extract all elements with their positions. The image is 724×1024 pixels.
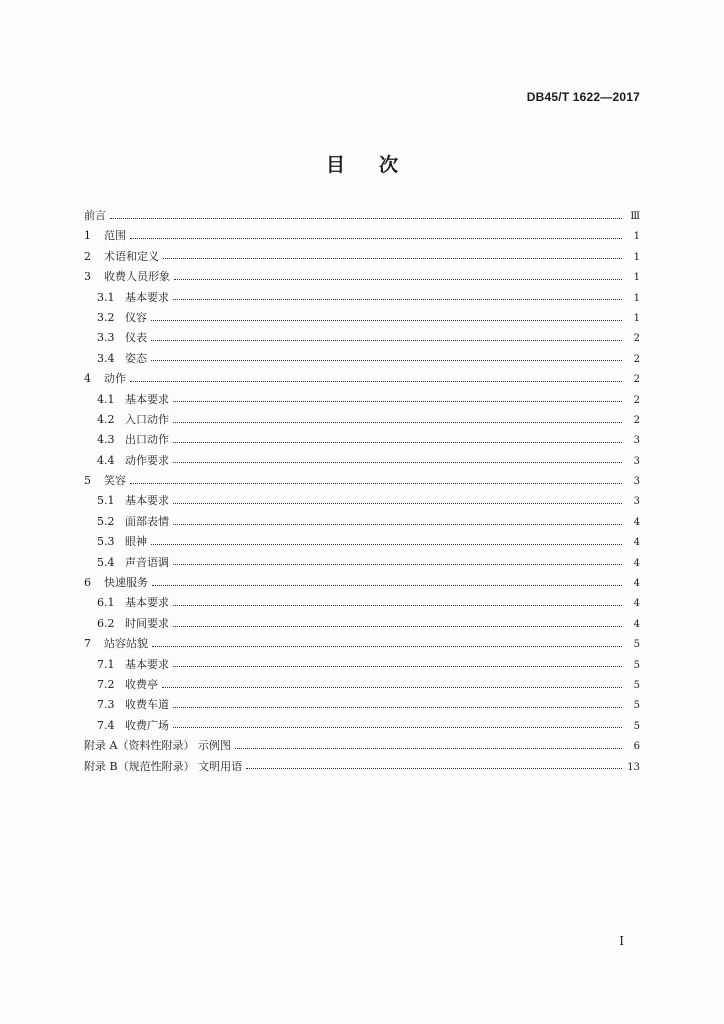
toc-entry[interactable] — [84, 491, 640, 511]
toc-entry-page: 1 — [633, 231, 640, 243]
toc-entry-page: 2 — [633, 394, 640, 406]
toc-entry-number: 5 — [84, 474, 91, 488]
toc-entry-label: 站容站貌 — [104, 637, 148, 651]
toc-entry-number: 5.4 — [97, 555, 115, 569]
toc-entry[interactable] — [84, 532, 640, 552]
page-number: I — [619, 934, 624, 948]
toc-entry-label: 范围 — [104, 229, 126, 243]
toc-entry-number: 4.3 — [97, 433, 115, 447]
toc-entry-page: 5 — [633, 700, 640, 712]
dot-leader — [152, 645, 622, 647]
toc-entry-label: 仪表 — [125, 331, 147, 345]
toc-entry-label: 仪容 — [125, 310, 147, 324]
toc-entry-page: 4 — [633, 516, 640, 528]
dot-leader — [173, 604, 622, 606]
dot-leader — [162, 686, 622, 688]
toc-entry[interactable] — [84, 206, 640, 226]
toc-entry[interactable] — [84, 593, 640, 613]
toc-entry-number: 5.2 — [97, 514, 115, 528]
toc-entry-label: 笑容 — [104, 474, 126, 488]
toc-entry-page: 2 — [633, 333, 640, 345]
toc-entry-number: 7.2 — [97, 677, 115, 691]
toc-entry-page: 2 — [633, 353, 640, 365]
toc-entry-page: 3 — [633, 496, 640, 508]
toc-entry-label: 声音语调 — [125, 555, 169, 569]
toc-entry-page: 5 — [633, 679, 640, 691]
toc-entry-label: 前言 — [84, 209, 106, 222]
toc-entry-page: 6 — [633, 741, 640, 753]
toc-entry[interactable] — [84, 716, 640, 736]
toc-entry-number: 7.1 — [97, 657, 115, 671]
toc-entry-label: 收费广场 — [125, 718, 169, 732]
dot-leader — [173, 441, 622, 443]
dot-leader — [173, 502, 622, 504]
toc-entry-label: 快速服务 — [104, 576, 148, 590]
toc-entry-page: 5 — [633, 720, 640, 732]
toc-entry[interactable] — [84, 553, 640, 573]
dot-leader — [173, 298, 622, 300]
standard-code: DB45/T 1622—2017 — [526, 90, 640, 104]
toc-entry[interactable] — [84, 410, 640, 430]
dot-leader — [151, 339, 622, 341]
toc-entry[interactable] — [84, 390, 640, 410]
toc-entry-page: 1 — [633, 272, 640, 284]
toc-entry-label: 动作要求 — [125, 453, 169, 467]
toc-entry-label: 入口动作 — [125, 412, 169, 426]
toc-entry-page: 4 — [633, 537, 640, 549]
toc-entry[interactable] — [84, 369, 640, 389]
toc-entry-label: 面部表情 — [125, 514, 169, 528]
dot-leader — [173, 563, 622, 565]
dot-leader — [174, 278, 622, 280]
toc-entry-label: 收费车道 — [125, 698, 169, 712]
toc-entry-label: 基本要求 — [125, 494, 169, 508]
toc-entry-label: 基本要求 — [125, 596, 169, 610]
dot-leader — [173, 461, 622, 463]
toc-entry-page: 4 — [633, 598, 640, 610]
toc-entry-label: 术语和定义 — [104, 249, 159, 263]
toc-entry[interactable] — [84, 308, 640, 328]
toc-entry-label: 眼神 — [125, 535, 147, 549]
toc-entry[interactable] — [84, 267, 640, 287]
toc-entry-number: 3.4 — [97, 351, 115, 365]
toc-entry-number: 5.3 — [97, 535, 115, 549]
table-of-contents — [84, 206, 640, 777]
toc-entry[interactable] — [84, 695, 640, 715]
toc-entry-page: 1 — [633, 292, 640, 304]
dot-leader — [151, 359, 622, 361]
toc-entry-label: 基本要求 — [125, 290, 169, 304]
toc-entry-page: 3 — [633, 455, 640, 467]
toc-entry-number: 2 — [84, 249, 91, 263]
toc-entry-number: 3.2 — [97, 310, 115, 324]
toc-entry-number: 3 — [84, 270, 91, 284]
toc-entry[interactable] — [84, 614, 640, 634]
toc-entry-number: 4.1 — [97, 392, 115, 406]
toc-entry[interactable] — [84, 247, 640, 267]
toc-entry-label: 基本要求 — [125, 657, 169, 671]
toc-entry-number: 1 — [84, 229, 91, 243]
toc-entry-page: 5 — [633, 659, 640, 671]
toc-entry[interactable] — [84, 349, 640, 369]
toc-entry[interactable] — [84, 655, 640, 675]
dot-leader — [110, 217, 622, 219]
dot-leader — [163, 257, 622, 259]
toc-entry-number: 5.1 — [97, 494, 115, 508]
dot-leader — [173, 625, 622, 627]
toc-entry-page: Ⅲ — [630, 211, 640, 222]
toc-entry[interactable] — [84, 328, 640, 348]
toc-entry-label: 附录 B（规范性附录） 文明用语 — [84, 759, 243, 773]
dot-leader — [173, 665, 622, 667]
toc-entry-page: 13 — [627, 761, 640, 773]
toc-entry[interactable] — [84, 451, 640, 471]
toc-entry-label: 姿态 — [125, 351, 147, 365]
dot-leader — [130, 380, 622, 382]
toc-entry[interactable] — [84, 288, 640, 308]
toc-entry-page: 3 — [633, 476, 640, 488]
toc-entry-label: 附录 A（资料性附录） 示例图 — [84, 739, 231, 753]
toc-entry-page: 1 — [633, 312, 640, 324]
toc-entry-number: 4.4 — [97, 453, 115, 467]
dot-leader — [173, 400, 622, 402]
toc-entry-label: 时间要求 — [125, 616, 169, 630]
toc-entry-page: 4 — [633, 618, 640, 630]
toc-entry[interactable] — [84, 675, 640, 695]
toc-entry-label: 动作 — [104, 372, 126, 386]
toc-entry-number: 7.3 — [97, 698, 115, 712]
toc-entry[interactable] — [84, 634, 640, 654]
dot-leader — [173, 726, 622, 728]
toc-entry-page: 1 — [633, 251, 640, 263]
dot-leader — [173, 421, 622, 423]
toc-entry-label: 基本要求 — [125, 392, 169, 406]
toc-entry[interactable] — [84, 226, 640, 246]
page-title: 目次 — [325, 154, 432, 176]
toc-entry[interactable] — [84, 757, 640, 777]
toc-entry-number: 7.4 — [97, 718, 115, 732]
toc-entry-number: 7 — [84, 637, 91, 651]
dot-leader — [246, 767, 622, 769]
toc-entry-number: 4 — [84, 372, 91, 386]
toc-entry-number: 6.1 — [97, 596, 115, 610]
dot-leader — [130, 237, 622, 239]
toc-entry-page: 2 — [633, 374, 640, 386]
dot-leader — [152, 584, 622, 586]
toc-entry-number: 6 — [84, 576, 91, 590]
dot-leader — [235, 747, 622, 749]
toc-entry[interactable] — [84, 471, 640, 491]
toc-entry-number: 3.1 — [97, 290, 115, 304]
dot-leader — [151, 319, 622, 321]
toc-entry[interactable] — [84, 736, 640, 756]
toc-entry[interactable] — [84, 430, 640, 450]
toc-entry-label: 收费人员形象 — [104, 270, 170, 284]
toc-entry[interactable] — [84, 512, 640, 532]
toc-entry[interactable] — [84, 573, 640, 593]
toc-entry-page: 5 — [633, 639, 640, 651]
dot-leader — [130, 482, 622, 484]
dot-leader — [173, 706, 622, 708]
toc-entry-page: 4 — [633, 557, 640, 569]
toc-entry-number: 6.2 — [97, 616, 115, 630]
toc-entry-number: 4.2 — [97, 412, 115, 426]
toc-entry-page: 4 — [633, 578, 640, 590]
toc-entry-label: 收费亭 — [125, 677, 158, 691]
toc-entry-label: 出口动作 — [125, 433, 169, 447]
toc-entry-page: 3 — [633, 435, 640, 447]
toc-entry-page: 2 — [633, 414, 640, 426]
dot-leader — [173, 523, 622, 525]
dot-leader — [151, 543, 622, 545]
toc-entry-number: 3.3 — [97, 331, 115, 345]
